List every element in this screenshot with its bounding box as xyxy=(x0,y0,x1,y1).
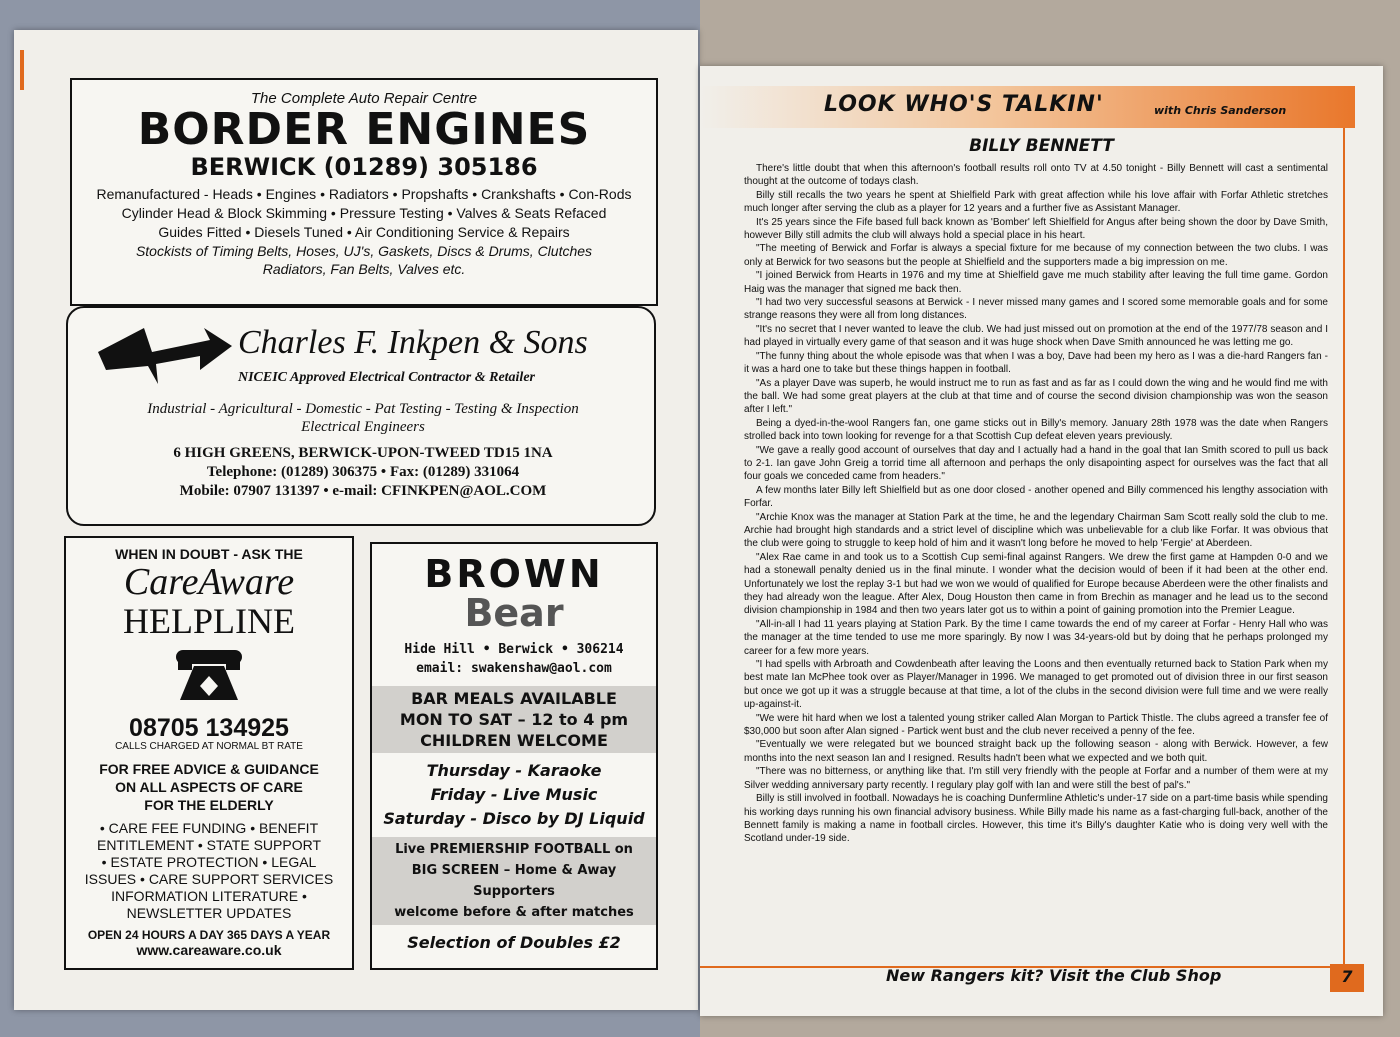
ad-services-list xyxy=(66,820,352,922)
ad-title: Bear xyxy=(464,591,564,635)
article-body xyxy=(744,162,1328,846)
ad-football-line: welcome before & after matches xyxy=(394,905,634,920)
ad-services-line: ENTITLEMENT • STATE SUPPORT xyxy=(96,837,321,853)
ad-address: 6 HIGH GREENS, BERWICK-UPON-TWEED TD15 1NA xyxy=(173,445,553,461)
ad-services-line: INFORMATION LITERATURE • xyxy=(111,888,307,904)
article-paragraph: "I joined Berwick from Hearts in 1976 and my time at Shielfield gave me much stability after leaving the full time game. Gordon Haig was the manager that signed me back then. xyxy=(744,270,1328,295)
article-paragraph: "Archie Knox was the manager at Station Park at the time, he and the legendary Chairman Sam Scott really sold the club to me. Archie had brought high standards and a strict level of discipline which was unbelievable for a club like Forfar. It was obvious that the club were going to struggle to keep hold of him and it wasn't long before he moved to help 'Fergie' at Aberdeen. xyxy=(744,511,1328,550)
ad-meals-line: MON TO SAT – 12 to 4 pm xyxy=(399,710,629,729)
ad-phone: Telephone: (01289) 306375 • Fax: (01289) 331064 xyxy=(206,464,520,480)
article-paragraph: "I had two very successful seasons at Berwick - I never missed many games and I scored some memorable goals and for some strange reasons they were all from long distances. xyxy=(744,297,1328,322)
article-paragraph: "There was no bitterness, or anything like that. I'm still very friendly with the people at Forfar and a number of them were at my Silver wedding anniversary party recently. I regulary play golf with Ian and were still the best of pal's." xyxy=(744,766,1328,791)
ad-stockists-line: Radiators, Fan Belts, Valves etc. xyxy=(262,261,466,277)
right-page xyxy=(700,66,1383,1016)
article-paragraph: "Eventually we were relegated but we bounced straight back up the following season - along with Berwick. However, a few months into the next season Ian and I resigned. Results hadn't been what we expected and we both quit. xyxy=(744,739,1328,764)
article-paragraph: "We gave a really good account of ourselves that day and I actually had a hand in the goal that Ian Smith scored to pull us back to 2-1. Ian gave John Greig a torrid time all afternoon and perhaps the only disapointing aspect for ourselves was the fact that all four goals we conceded came from headers." xyxy=(744,444,1328,483)
ad-address-line: Hide Hill • Berwick • 306214 xyxy=(404,642,624,657)
inkpen-ad xyxy=(66,306,656,526)
column-title: LOOK WHO'S TALKIN' xyxy=(824,92,1104,117)
column-banner xyxy=(700,86,1355,128)
ad-subtitle: NICEIC Approved Electrical Contractor & Retailer xyxy=(238,370,535,385)
ad-advice xyxy=(66,760,352,814)
ad-website-link[interactable]: www.careaware.co.uk xyxy=(136,942,282,958)
ad-intro: WHEN IN DOUBT - ASK THE xyxy=(115,546,303,562)
ad-services-line: Remanufactured - Heads • Engines • Radiators • Propshafts • Crankshafts • Con-Rods xyxy=(96,186,632,202)
ad-services xyxy=(108,400,618,436)
ad-services-line: Electrical Engineers xyxy=(301,419,425,435)
ad-title: BORDER ENGINES xyxy=(137,104,591,155)
article-paragraph: "I had spells with Arbroath and Cowdenbeath after leaving the Loons and then eventually returned back to Station Park when my best mate Ian McPhee took over as Player/Manager in 1996. We managed to get promoted out of division three in our first season but once we got up it was a struggle because at that time, a lot of the clubs in the second division were full time and we were really up-against-it. xyxy=(744,659,1328,711)
article-paragraph: Billy still recalls the two years he spent at Shielfield Park with great affection while his love affair with Forfar Athletic stretches much longer after serving the club as a player for 12 years and a further five as Assistant Manager. xyxy=(744,189,1328,215)
ad-phone: BERWICK (01289) 305186 xyxy=(190,153,538,181)
ad-services-line: • CARE FEE FUNDING • BENEFIT xyxy=(99,820,319,836)
ad-advice-line: FOR THE ELDERLY xyxy=(144,797,274,813)
lightning-bolt-icon xyxy=(96,322,234,386)
ad-mobile-email: Mobile: 07907 131397 • e-mail: CFINKPEN@AOL.COM xyxy=(179,483,547,499)
article-paragraph: "As a player Dave was superb, he would instruct me to run as fast and as far as I could down the wing and he would find me with the ball. We had some great players at the club at that time and of course the second division championship was won the season after I left." xyxy=(744,377,1328,416)
ad-charges-note: CALLS CHARGED AT NORMAL BT RATE xyxy=(115,741,303,752)
ad-meals-line: CHILDREN WELCOME xyxy=(420,731,608,750)
ad-tagline: The Complete Auto Repair Centre xyxy=(250,90,478,107)
ad-services-line: NEWSLETTER UPDATES xyxy=(126,905,292,921)
ad-stockists-line: Stockists of Timing Belts, Hoses, UJ's, Gaskets, Discs & Drums, Clutches xyxy=(135,243,593,259)
footer-promo: New Rangers kit? Visit the Club Shop xyxy=(886,966,1222,985)
article-paragraph: "Alex Rae came in and took us to a Scottish Cup semi-final against Rangers. We drew the first game at Hampden 0-0 and we had a stonewall penalty denied us in the final minute. I wonder what the decision would of been if it had been at the other end. Unfortunately we lost the replay 3-1 but had we won we would of qualified for Europe because Aberdeen were the other finalists and they had already won the league. After Alex, Doug Houston then came in from Brechin as manager and he lead us to the second division championship in 1984 and then two years later got us to within a point of gaining promotion into the Premier League. xyxy=(744,551,1328,617)
article-paragraph: Being a dyed-in-the-wool Rangers fan, one game sticks out in Billy's memory. January 28th 1978 was the date when Rangers strolled back into town looking for revenge for a that Scottish Cup defeat eleven years previously. xyxy=(744,417,1328,443)
ad-contact xyxy=(108,444,618,501)
ad-meals-line: BAR MEALS AVAILABLE xyxy=(411,689,617,708)
ad-advice-line: ON ALL ASPECTS OF CARE xyxy=(115,779,303,795)
ad-services-line: Cylinder Head & Block Skimming • Pressure Testing • Valves & Seats Refaced xyxy=(121,205,607,221)
article-paragraph: It's 25 years since the Fife based full back known as 'Bomber' left Shielfield for Angus after being shown the door by Dave Smith, however Billy still admits the club will always hold a special place in his heart. xyxy=(744,216,1328,242)
telephone-icon xyxy=(172,644,246,704)
careaware-ad xyxy=(64,536,354,970)
ad-event-line: Friday - Live Music xyxy=(430,785,598,804)
ad-event-line: Thursday - Karaoke xyxy=(426,761,602,780)
article-paragraph: "The meeting of Berwick and Forfar is always a special fixture for me because of my connection between the two clubs. I was only at Berwick for two seasons but the people at Shielfield and the supporters made a big impression on me. xyxy=(744,243,1328,268)
ad-services-line: • ESTATE PROTECTION • LEGAL xyxy=(101,854,317,870)
ad-address xyxy=(372,640,656,678)
ad-email[interactable]: email: swakenshaw@aol.com xyxy=(416,661,612,676)
article-paragraph: "It's no secret that I never wanted to leave the club. We had just missed out on promotion at the end of the 1977/78 season and I had played in virtually every game of that season and it was huge shock when Dave Smith announced he was letting me go. xyxy=(744,323,1328,349)
article-paragraph: A few months later Billy left Shielfield but as one door closed - another opened and Billy commenced his lengthy association with Forfar. xyxy=(744,484,1328,510)
ad-football-panel xyxy=(372,837,656,925)
article-paragraph: "All-in-all I had 11 years playing at Station Park. By the time I came towards the end of my career at Forfar - Henry Hall who was the manager at the time tended to use me more sparingly. By now I was 34-years-old but by doing that he perhaps prolonged my career for a few more years. xyxy=(744,618,1328,657)
ad-brand: CareAware xyxy=(123,561,295,603)
brown-bear-ad xyxy=(370,542,658,970)
ad-events xyxy=(372,759,656,831)
ad-services-line: Industrial - Agricultural - Domestic - Pat Testing - Testing & Inspection xyxy=(147,401,579,417)
ad-opening-hours: OPEN 24 HOURS A DAY 365 DAYS A YEAR xyxy=(87,928,331,942)
ad-services-line: ISSUES • CARE SUPPORT SERVICES xyxy=(84,871,334,887)
ad-title: BROWN xyxy=(424,552,604,596)
page-number: 7 xyxy=(1330,964,1364,992)
ad-helpline: HELPLINE xyxy=(123,601,295,641)
ad-phone-number: 08705 134925 xyxy=(129,714,289,742)
article-paragraph: "The funny thing about the whole episode was that when I was a boy, Dave had been my hero as I was a die-hard Rangers fan - it was a hard one to take but these things happen in football. xyxy=(744,350,1328,376)
ad-meals-panel xyxy=(372,686,656,753)
article-headline: BILLY BENNETT xyxy=(969,136,1114,156)
left-page xyxy=(14,30,698,1010)
border-engines-ad xyxy=(70,78,658,306)
article-paragraph: Billy is still involved in football. Nowadays he is coaching Dunfermline Athletic's under-17 side on a part-time basis while spending his working days running his own financial advisory business. While Billy made his name as a fast-charging full-back, another of the Bennett family is making a name in football circles. However, this time it's Billy's daughter Katie who is doing very well with the Scotland under-19 side. xyxy=(744,793,1328,845)
ad-company-name: Charles F. Inkpen & Sons xyxy=(238,324,588,361)
ad-football-line: Live PREMIERSHIP FOOTBALL on xyxy=(395,842,633,857)
ad-football-line: BIG SCREEN – Home & Away Supporters xyxy=(411,863,617,899)
ad-doubles-offer: Selection of Doubles £2 xyxy=(407,933,621,952)
article-paragraph: "We were hit hard when we lost a talented young striker called Alan Morgan to Partick Thistle. The clubs agreed a transfer fee of $30,000 but soon after Alan signed - Partick went bust and the club never received a penny of the fee. xyxy=(744,712,1328,738)
article-paragraph: There's little doubt that when this afternoon's football results roll onto TV at 4.50 tonight - Billy Bennett will cast a sentimental thought at the outcome of todays clash. xyxy=(744,163,1328,188)
ad-advice-line: FOR FREE ADVICE & GUIDANCE xyxy=(99,761,319,777)
ad-event-line: Saturday - Disco by DJ Liquid xyxy=(383,809,645,828)
orange-edge-mark xyxy=(20,50,24,90)
ad-services-line: Guides Fitted • Diesels Tuned • Air Conditioning Service & Repairs xyxy=(158,224,570,240)
column-byline: with Chris Sanderson xyxy=(1154,104,1287,117)
